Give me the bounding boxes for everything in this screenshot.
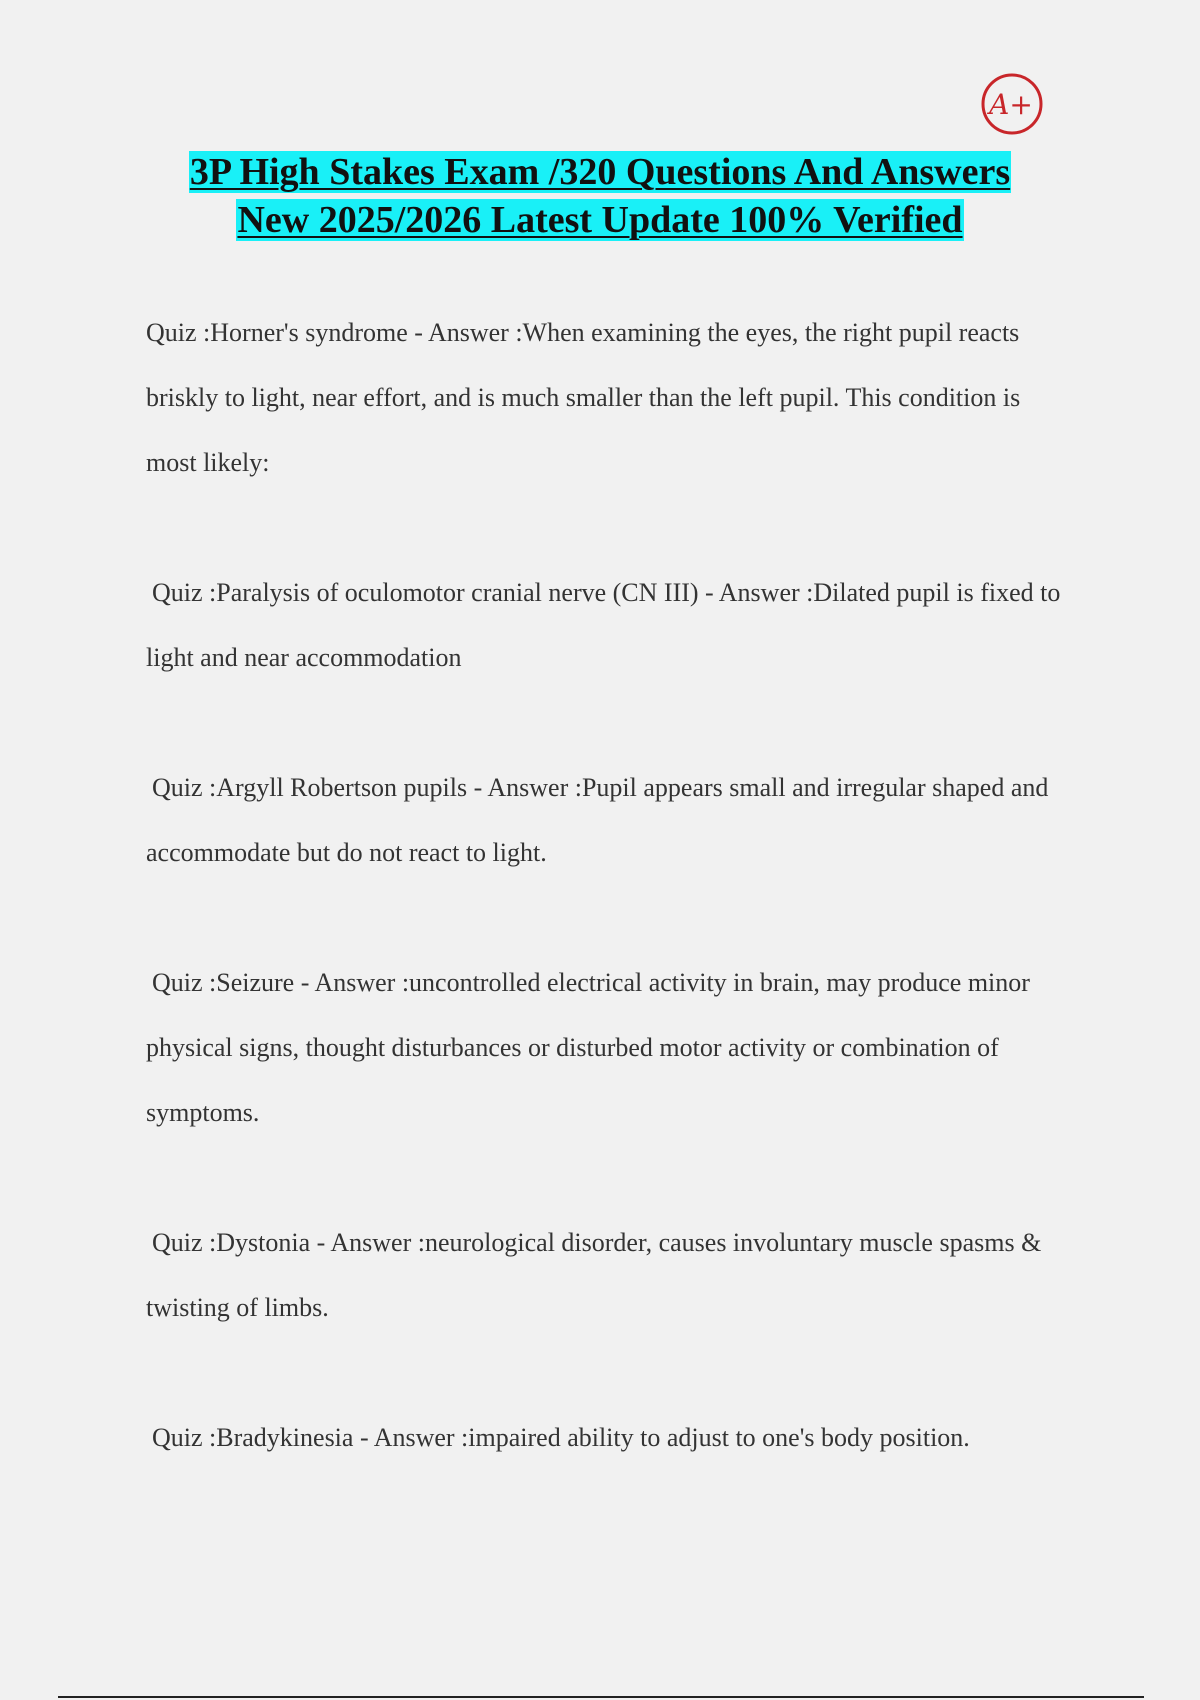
quiz-answer: Answer :impaired ability to adjust to one's body position. — [373, 1423, 970, 1452]
qa-item — [146, 1210, 1066, 1340]
quiz-term: Quiz :Argyll Robertson pupils - — [152, 773, 488, 802]
title-line-1: 3P High Stakes Exam /320 Questions And Answers — [189, 151, 1011, 193]
qa-item — [146, 1405, 1066, 1470]
quiz-term: Quiz :Dystonia - — [152, 1228, 331, 1257]
quiz-term: Quiz :Bradykinesia - — [152, 1423, 374, 1452]
qa-item — [146, 755, 1066, 885]
qa-item — [146, 560, 1066, 690]
title-line-2: New 2025/2026 Latest Update 100% Verified — [237, 199, 963, 241]
qa-item — [146, 950, 1066, 1145]
quiz-answer: Answer :Pupil appears small and irregular shaped and accommodate but do not react to light. — [146, 773, 1049, 867]
qa-item — [146, 300, 1066, 495]
quiz-answer: Answer :Dilated pupil is fixed to light and near accommodation — [146, 578, 1061, 672]
quiz-answer: Answer :neurological disorder, causes involuntary muscle spasms & twisting of limbs. — [146, 1228, 1042, 1322]
footer-divider — [58, 1696, 1144, 1698]
grade-a-plus-icon — [980, 72, 1044, 136]
quiz-answer: Answer :When examining the eyes, the right pupil reacts briskly to light, near effort, and is much smaller than the left pupil. This condition is most likely: — [146, 318, 1021, 477]
quiz-answer: Answer :uncontrolled electrical activity in brain, may produce minor physical signs, thought disturbances or disturbed motor activity or combination of symptoms. — [146, 968, 1030, 1127]
grade-badge-text: A+ — [989, 88, 1033, 121]
qa-list — [146, 300, 1066, 1535]
quiz-term: Quiz :Paralysis of oculomotor cranial nerve (CN III) - — [152, 578, 719, 607]
quiz-term: Quiz :Seizure - — [152, 968, 315, 997]
quiz-term: Quiz :Horner's syndrome - — [146, 318, 428, 347]
document-title — [80, 148, 1120, 244]
